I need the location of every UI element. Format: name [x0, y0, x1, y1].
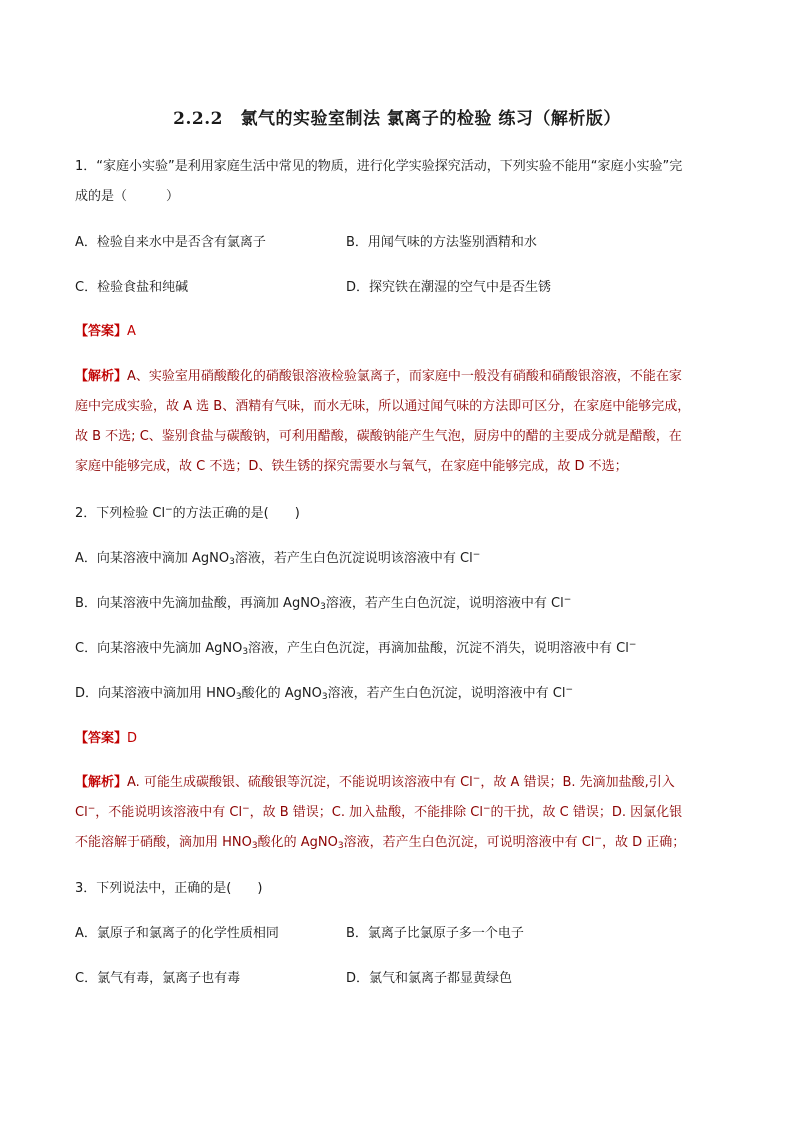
analysis-text: ，故 B 错误；C. 加入盐酸，不能排除 Cl	[249, 805, 483, 820]
analysis-text: A. 可能生成碳酸银、硫酸银等沉淀，不能说明该溶液中有 Cl	[127, 775, 473, 790]
analysis-text: A、实验室用硝酸酸化的硝酸银溶液检验氯离子，而家庭中一般没有硝酸和硝酸银溶液，不能在家	[127, 369, 682, 384]
subscript: 3	[320, 602, 326, 612]
analysis-text: 溶液，若产生白色沉淀，可说明溶液中有 Cl	[343, 835, 595, 850]
q2-stem-text: 的方法正确的是( )	[172, 506, 300, 521]
q1-analysis-line4: 家庭中能够完成，故 C 不选；D、铁生锈的探究需要水与氧气，在家庭中能够完成，故 D 不选；	[75, 459, 628, 474]
analysis-text: 的干扰，故 C 错误；D. 因氯化银	[490, 805, 683, 820]
answer-value: A	[127, 324, 136, 339]
q1-option-b: B．用闻气味的方法鉴别酒精和水	[346, 235, 537, 250]
analysis-text: 酸化的 AgNO	[257, 835, 338, 850]
subscript: 3	[242, 647, 249, 657]
superscript: −	[594, 834, 602, 844]
q3-option-a: A．氯原子和氯离子的化学性质相同	[75, 926, 279, 941]
option-text: A．向某溶液中滴加 AgNO	[75, 551, 230, 566]
q2-option-c	[75, 640, 725, 658]
q2-stem	[75, 505, 725, 523]
option-text: 溶液，若产生白色沉淀，说明溶液中有 Cl	[327, 686, 566, 701]
q3-option-c: C．氯气有毒，氯离子也有毒	[75, 971, 241, 986]
q2-analysis-line3	[75, 834, 725, 852]
subscript: 3	[337, 841, 344, 851]
q1-option-a: A．检验自来水中是否含有氯离子	[75, 235, 266, 250]
q1-option-c: C．检验食盐和纯碱	[75, 280, 189, 295]
superscript: −	[242, 804, 250, 814]
subscript: 3	[251, 841, 258, 851]
option-text: 酸化的 AgNO	[241, 686, 322, 701]
superscript: −	[472, 774, 481, 784]
q1-answer	[75, 323, 725, 341]
q1-stem-line2: 成的是（ ）	[75, 189, 180, 204]
q3-option-b: B．氯离子比氯原子多一个电子	[346, 926, 524, 941]
analysis-tag: 【解析】	[75, 369, 128, 384]
option-text: 溶液，若产生白色沉淀说明该溶液中有 Cl	[234, 551, 473, 566]
q2-analysis-line1	[75, 774, 725, 792]
q2-stem-text: 2．下列检验 Cl	[75, 506, 166, 521]
answer-tag: 【答案】	[75, 324, 128, 339]
analysis-text: ，故 A 错误；B. 先滴加盐酸,引入	[480, 775, 675, 790]
q2-answer	[75, 730, 725, 748]
option-text: D．向某溶液中滴加用 HNO	[75, 686, 236, 701]
answer-tag: 【答案】	[75, 731, 128, 746]
analysis-text: ，不能说明该溶液中有 Cl	[95, 805, 243, 820]
superscript: −	[482, 804, 491, 814]
q1-stem-line1: 1．“家庭小实验”是利用家庭生活中常见的物质，进行化学实验探究活动，下列实验不能用“家庭小实验”完	[75, 159, 683, 174]
superscript: −	[87, 804, 96, 814]
superscript: −	[472, 550, 481, 560]
answer-value: D	[127, 731, 138, 746]
option-text: B．向某溶液中先滴加盐酸，再滴加 AgNO	[75, 596, 321, 611]
option-text: C．向某溶液中先滴加 AgNO	[75, 641, 243, 656]
superscript: −	[165, 505, 173, 515]
analysis-text: ，故 D 正确；	[601, 835, 686, 850]
q3-option-d: D．氯气和氯离子都显黄绿色	[346, 971, 513, 986]
q2-option-d	[75, 685, 725, 703]
q1-analysis-line2: 庭中完成实验，故 A 选 B、酒精有气味，而水无味，所以通过闻气味的方法即可区分，在家庭中能够完成，	[75, 399, 691, 414]
superscript: −	[628, 640, 637, 650]
q1-option-d: D．探究铁在潮湿的空气中是否生锈	[346, 280, 552, 295]
analysis-text: Cl	[75, 805, 88, 820]
subscript: 3	[235, 692, 242, 702]
analysis-text: 不能溶解于硝酸，滴加用 HNO	[75, 835, 252, 850]
superscript: −	[563, 595, 572, 605]
q1-analysis-line3: 故 B 不选; C、鉴别食盐与碳酸钠，可利用醋酸，碳酸钠能产生气泡，厨房中的醋的主要成分就是醋酸，在	[75, 429, 682, 444]
page-title: 2.2.2 氯气的实验室制法 氯离子的检验 练习（解析版）	[173, 109, 621, 129]
subscript: 3	[321, 692, 328, 702]
q3-stem: 3．下列说法中，正确的是( )	[75, 881, 263, 896]
subscript: 3	[229, 557, 235, 567]
q2-option-a	[75, 550, 725, 568]
option-text: 溶液，若产生白色沉淀，说明溶液中有 Cl	[325, 596, 564, 611]
superscript: −	[565, 685, 573, 695]
option-text: 溶液，产生白色沉淀，再滴加盐酸，沉淀不消失，说明溶液中有 Cl	[248, 641, 629, 656]
q2-analysis-line2	[75, 804, 725, 822]
q1-analysis-line1	[75, 368, 725, 386]
analysis-tag: 【解析】	[75, 775, 128, 790]
q2-option-b	[75, 595, 725, 613]
